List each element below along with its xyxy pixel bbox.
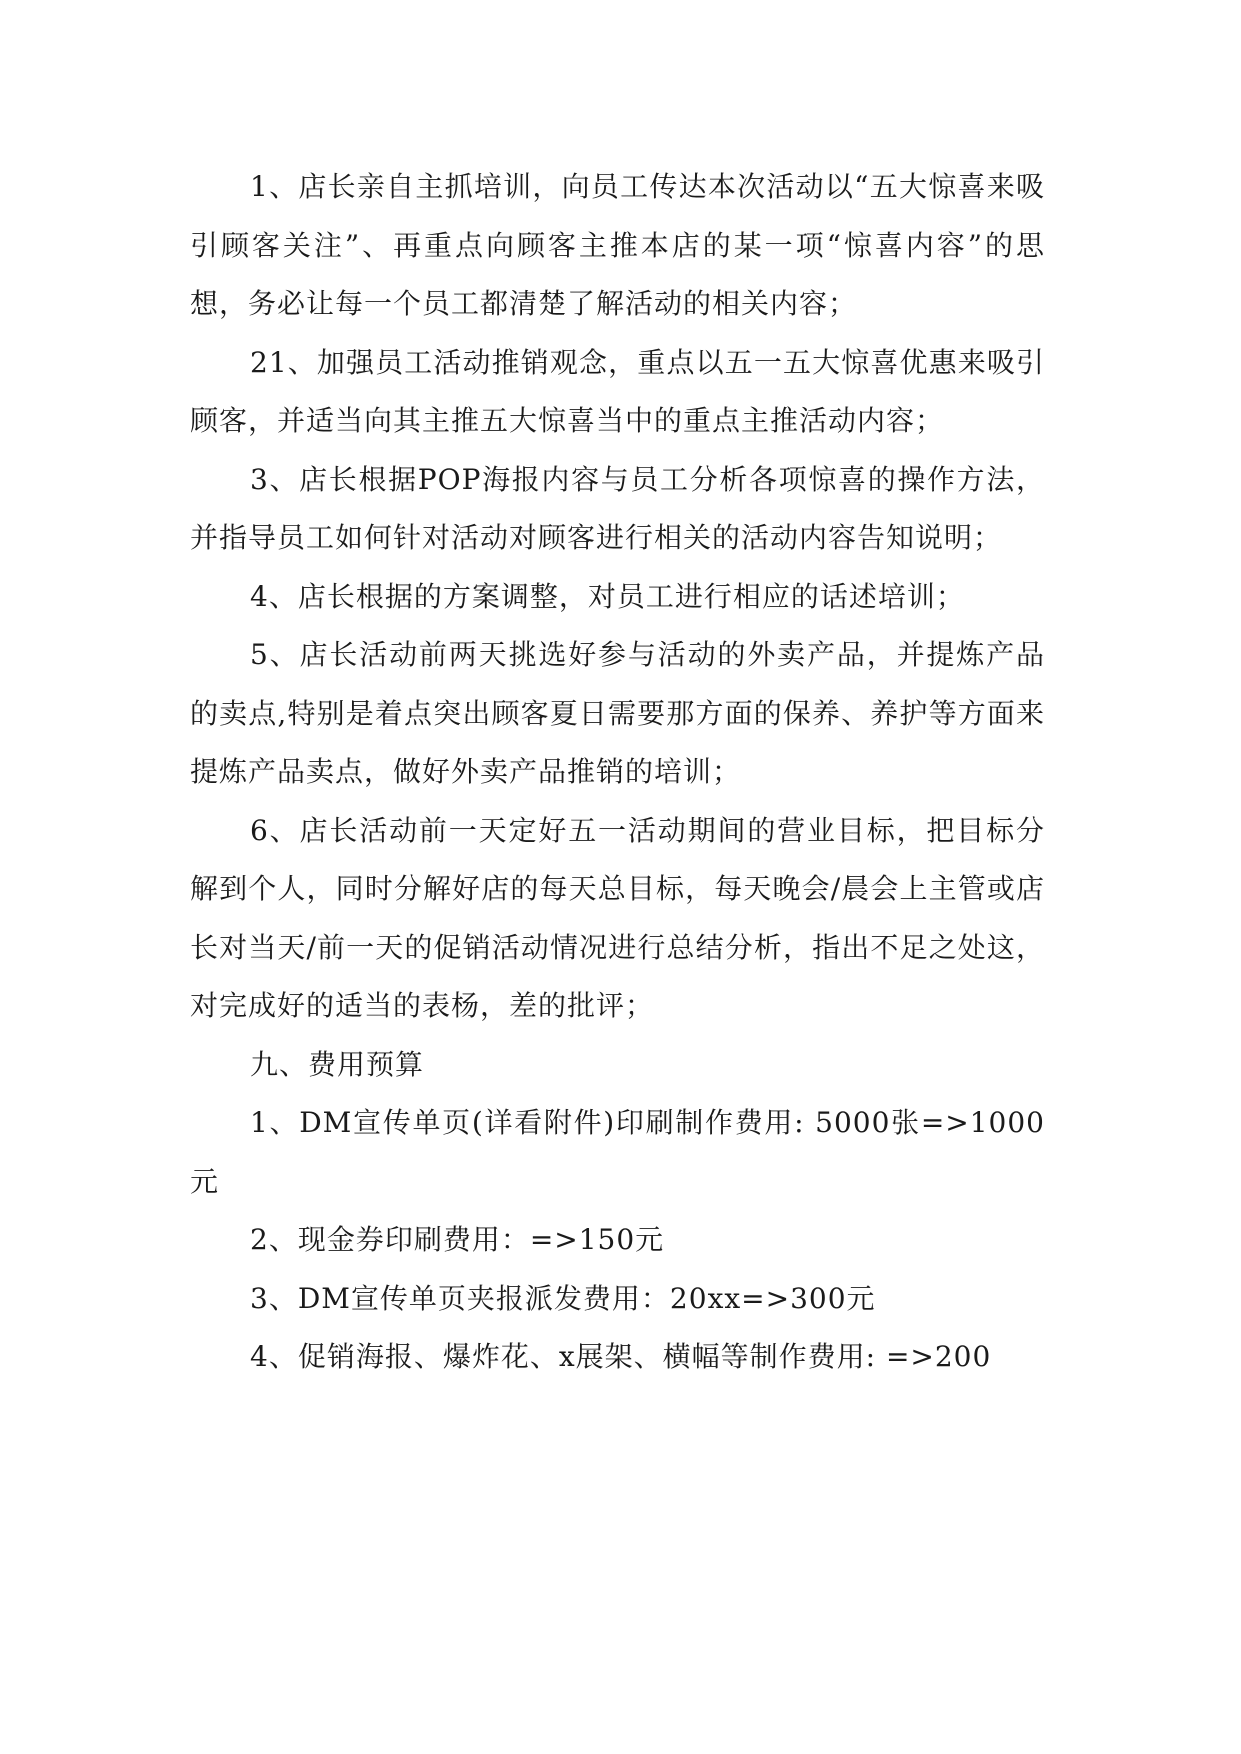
budget-item-1: 1、DM宣传单页(详看附件)印刷制作费用: 5000张=>1000元 xyxy=(190,1106,1045,1198)
section-heading-budget: 九、费用预算 xyxy=(250,1047,425,1081)
paragraph-training-3: 3、店长根据POP海报内容与员工分析各项惊喜的操作方法，并指导员工如何针对活动对顾客进行相关的活动内容告知说明； xyxy=(190,462,1045,554)
budget-item-2: 2、现金券印刷费用：=>150元 xyxy=(250,1223,665,1256)
paragraph-training-4: 4、店长根据的方案调整，对员工进行相应的话述培训； xyxy=(250,579,965,613)
document-body xyxy=(190,158,1045,1387)
paragraph-training-1: 1、店长亲自主抓培训，向员工传达本次活动以“五大惊喜来吸引顾客关注”、再重点向顾客主推本店的某一项“惊喜内容”的思想，务必让每一个员工都清楚了解活动的相关内容； xyxy=(190,170,1045,320)
budget-item-3: 3、DM宣传单页夹报派发费用：20xx=>300元 xyxy=(250,1281,876,1315)
budget-item-4: 4、促销海报、爆炸花、x展架、横幅等制作费用: =>200 xyxy=(250,1340,992,1373)
paragraph-training-6: 6、店长活动前一天定好五一活动期间的营业目标，把目标分解到个人，同时分解好店的每天总目标，每天晚会/晨会上主管或店长对当天/前一天的促销活动情况进行总结分析，指出不足之处这，对完成好的适当的表杨，差的批评； xyxy=(190,813,1045,1022)
paragraph-training-5: 5、店长活动前两天挑选好参与活动的外卖产品，并提炼产品的卖点,特别是着点突出顾客夏日需要那方面的保养、养护等方面来提炼产品卖点，做好外卖产品推销的培训； xyxy=(190,638,1045,788)
paragraph-training-2: 21、加强员工活动推销观念，重点以五一五大惊喜优惠来吸引顾客，并适当向其主推五大惊喜当中的重点主推活动内容； xyxy=(190,345,1045,437)
